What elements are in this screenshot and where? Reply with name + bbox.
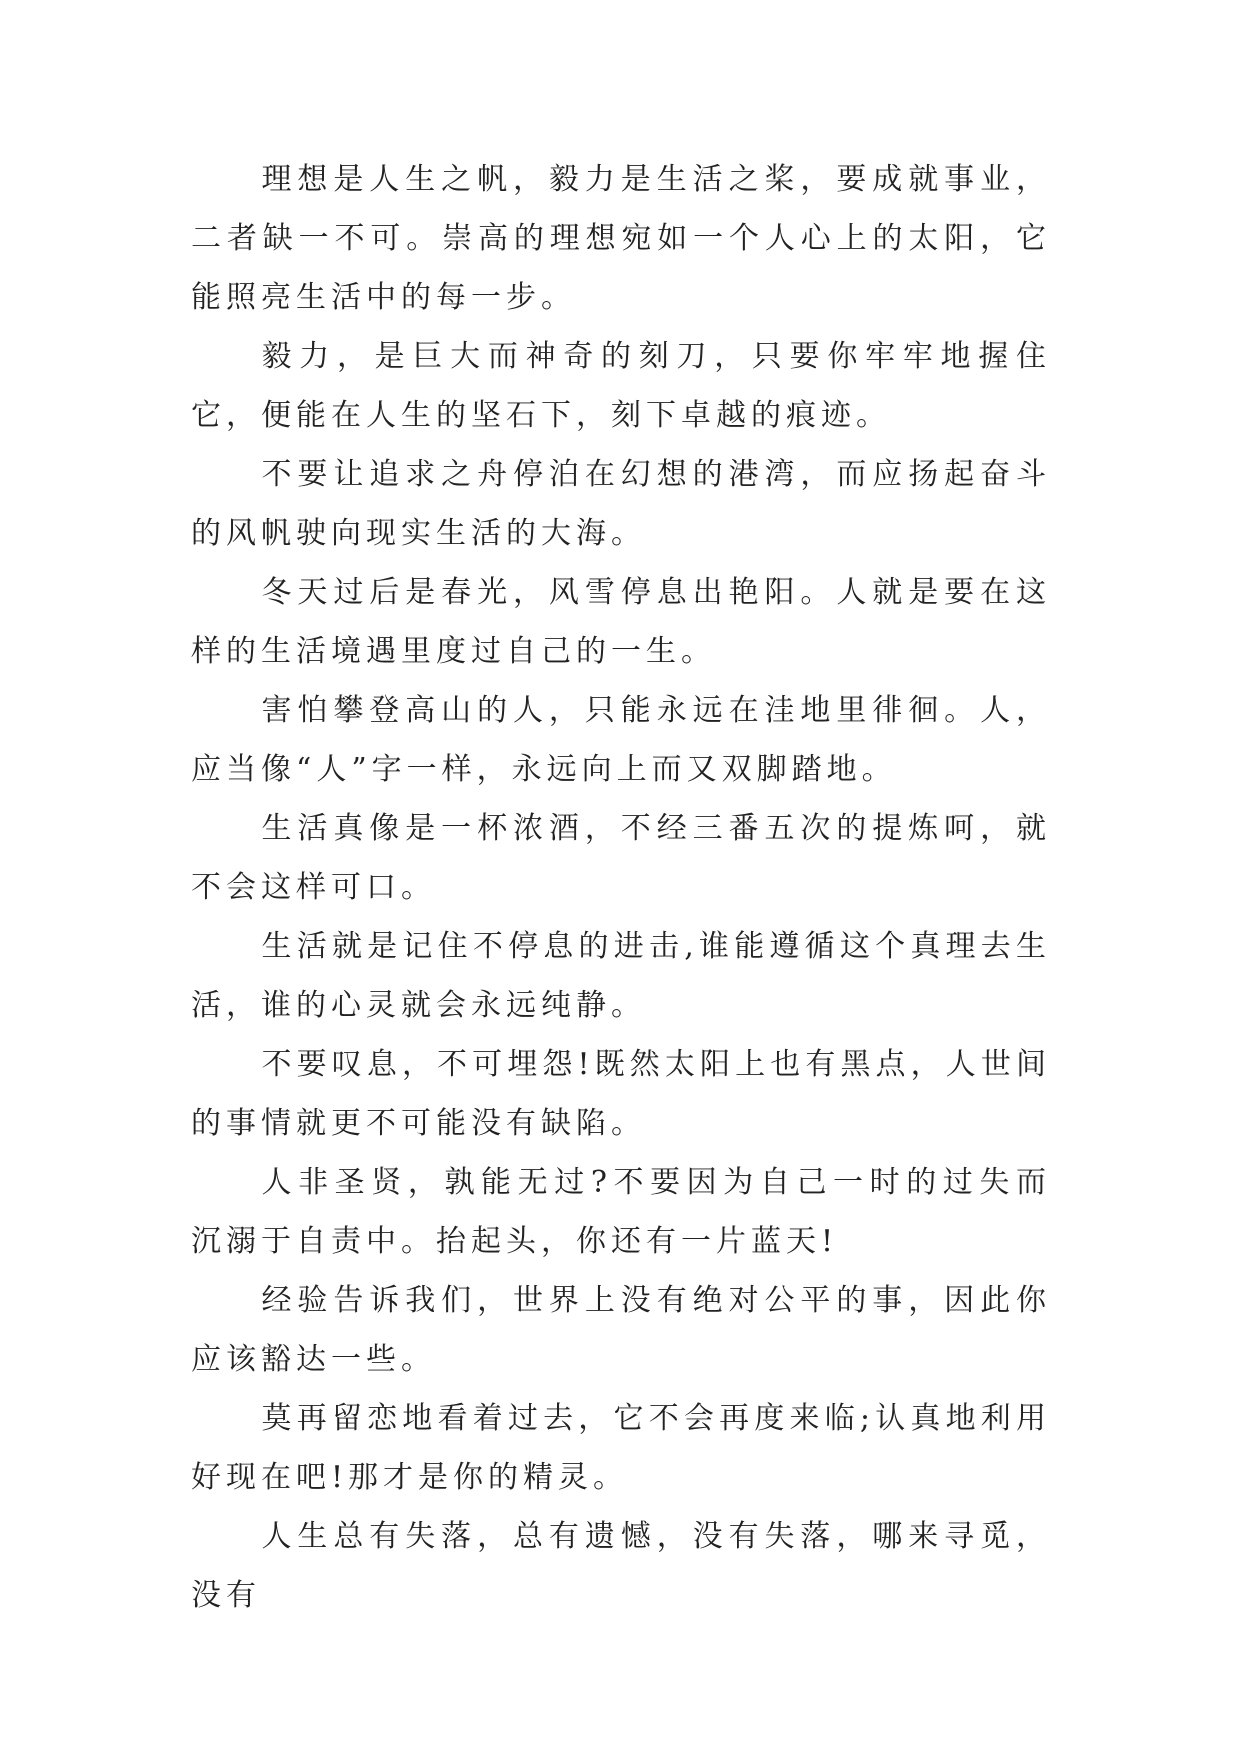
paragraph: 毅力，是巨大而神奇的刻刀，只要你牢牢地握住它，便能在人生的坚石下，刻下卓越的痕迹。 <box>191 339 1051 433</box>
paragraph: 不要叹息，不可埋怨!既然太阳上也有黑点，人世间的事情就更不可能没有缺陷。 <box>191 1047 1051 1141</box>
paragraph: 不要让追求之舟停泊在幻想的港湾，而应扬起奋斗的风帆驶向现实生活的大海。 <box>191 457 1051 551</box>
paragraph: 人生总有失落，总有遗憾，没有失落，哪来寻觅，没有 <box>191 1519 1051 1613</box>
paragraph: 生活就是记住不停息的进击,谁能遵循这个真理去生活，谁的心灵就会永远纯静。 <box>191 929 1051 1023</box>
paragraph: 害怕攀登高山的人，只能永远在洼地里徘徊。人，应当像“人”字一样，永远向上而又双脚踏地。 <box>191 693 1051 787</box>
paragraph: 生活真像是一杯浓酒，不经三番五次的提炼呵，就不会这样可口。 <box>191 811 1051 905</box>
paragraph: 冬天过后是春光，风雪停息出艳阳。人就是要在这样的生活境遇里度过自己的一生。 <box>191 575 1051 669</box>
paragraph: 人非圣贤，孰能无过?不要因为自己一时的过失而沉溺于自责中。抬起头，你还有一片蓝天! <box>191 1165 1051 1259</box>
paragraph: 经验告诉我们，世界上没有绝对公平的事，因此你应该豁达一些。 <box>191 1283 1051 1377</box>
body-text <box>191 150 1051 1625</box>
paragraph: 理想是人生之帆，毅力是生活之桨，要成就事业，二者缺一不可。崇高的理想宛如一个人心上的太阳，它能照亮生活中的每一步。 <box>191 162 1051 315</box>
paragraph: 莫再留恋地看着过去，它不会再度来临;认真地利用好现在吧!那才是你的精灵。 <box>191 1401 1051 1495</box>
